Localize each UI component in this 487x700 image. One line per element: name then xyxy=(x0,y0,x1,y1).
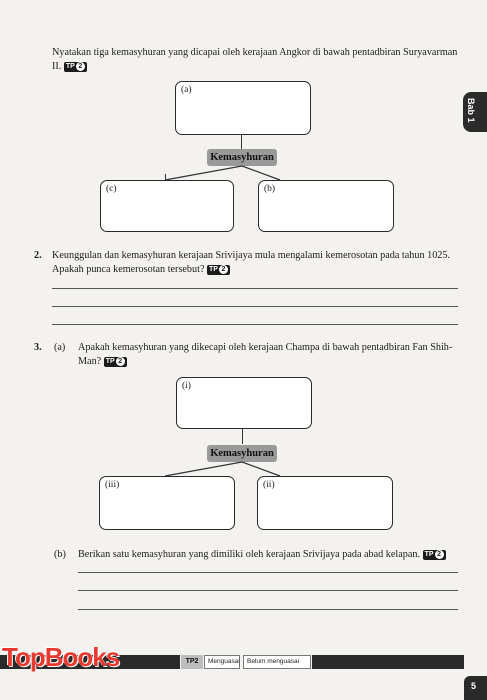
connector xyxy=(241,134,242,150)
question-3b-label: (b) xyxy=(54,549,66,560)
question-3b-text xyxy=(78,548,462,562)
question-1-prompt: Nyatakan tiga kemasyhuran yang dicapai oleh kerajaan Angkor di bawah pentadbiran Suryavarman II. xyxy=(52,47,458,72)
question-2-number: 2. xyxy=(34,250,42,261)
mastered-label: Menguasai xyxy=(208,658,240,665)
answer-line[interactable] xyxy=(78,590,458,591)
answer-line[interactable] xyxy=(78,572,458,573)
kemasyhuran-hub-2: Kemasyhuran xyxy=(207,445,277,462)
not-mastered-label: Belum menguasai xyxy=(247,658,300,665)
answer-box-ii[interactable] xyxy=(257,476,393,530)
question-3b-prompt: Berikan satu kemasyhuran yang dimiliki oleh kerajaan Srivijaya pada abad kelapan. xyxy=(78,549,421,560)
brand-logo: TopBooks xyxy=(2,642,120,672)
answer-box-b[interactable] xyxy=(258,180,394,232)
box-label-b: (b) xyxy=(264,184,276,194)
tp-badge: TP 2 xyxy=(64,62,87,72)
answer-line[interactable] xyxy=(52,288,458,289)
box-label-ii: (ii) xyxy=(263,480,275,490)
question-1-text xyxy=(52,46,462,74)
page-number: 5 xyxy=(471,681,477,691)
question-3a-prompt: Apakah kemasyhuran yang dikecapi oleh kerajaan Champa di bawah pentadbiran Fan Shih-Man? xyxy=(78,342,453,367)
chapter-tab-label: Bab 1 xyxy=(466,98,476,123)
question-2-text xyxy=(52,249,464,277)
chapter-tab xyxy=(463,92,487,132)
tp-badge: TP 2 xyxy=(207,265,230,275)
box-label-c: (c) xyxy=(106,184,117,194)
answer-box-c[interactable] xyxy=(100,180,234,232)
question-2-prompt: Keunggulan dan kemasyhuran kerajaan Srivijaya mula mengalami kemerosotan pada tahun 1025. Apakah punca kemerosotan tersebut? xyxy=(52,250,451,275)
answer-box-i[interactable] xyxy=(176,377,312,429)
box-label-iii: (iii) xyxy=(105,480,120,490)
question-3-number: 3. xyxy=(34,342,42,353)
question-3a-text xyxy=(78,341,462,369)
kemasyhuran-hub-1: Kemasyhuran xyxy=(207,149,277,166)
answer-box-iii[interactable] xyxy=(99,476,235,530)
box-label-i: (i) xyxy=(182,381,191,391)
question-3a-label: (a) xyxy=(54,342,66,353)
box-label-a: (a) xyxy=(181,85,192,95)
answer-line[interactable] xyxy=(52,306,458,307)
answer-line[interactable] xyxy=(78,609,458,610)
answer-box-a[interactable] xyxy=(175,81,311,135)
tp-footer-label: TP2 xyxy=(181,655,203,669)
connector xyxy=(242,428,243,444)
page-number-tab xyxy=(464,676,487,700)
answer-line[interactable] xyxy=(52,324,458,325)
tp-badge: TP 2 xyxy=(104,357,127,367)
tp-badge: TP 2 xyxy=(423,550,446,560)
